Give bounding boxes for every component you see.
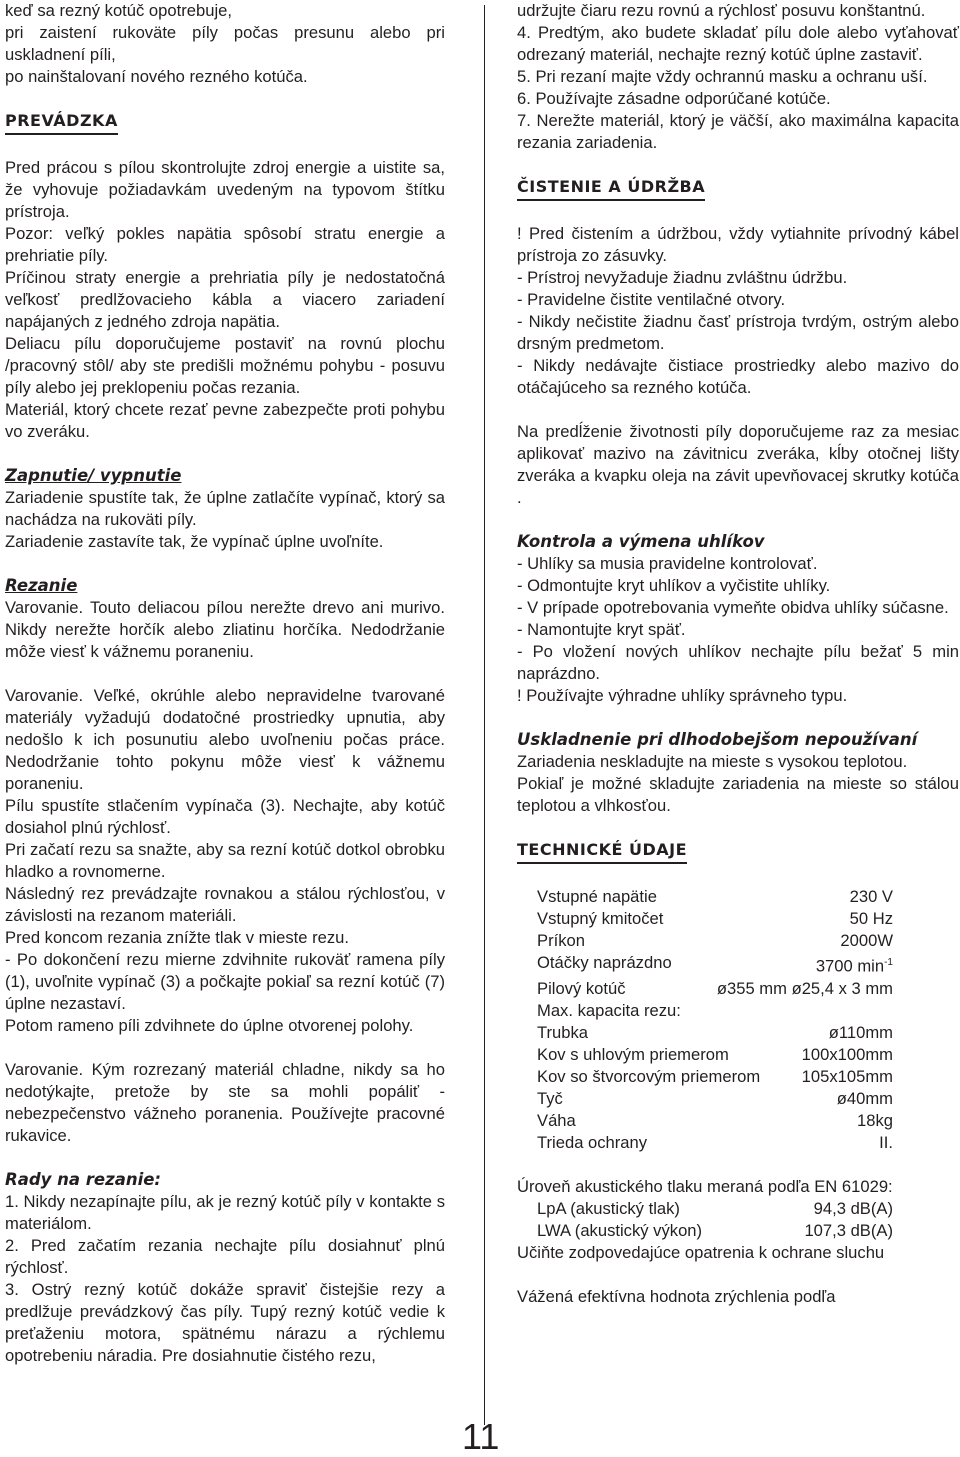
paragraph: - Namontujte kryt späť.	[517, 620, 686, 639]
spec-label: Trubka	[537, 1022, 589, 1042]
paragraph: Deliacu pílu doporučujeme postaviť na rovnú plochu /pracovný stôl/ aby ste predišli možnému pohybu - posuvu píly alebo jej preklopeniu počas rezania.	[5, 334, 445, 397]
paragraph: - Uhlíky sa musia pravidelne kontrolovať.	[517, 554, 818, 573]
column-divider	[484, 5, 485, 1425]
paragraph: 4. Predtým, ako budete skladať pílu dole alebo vyťahovať odrezaný materiál, nechajte rezný kotúč úplne zastaviť.	[517, 23, 959, 64]
spec-row	[537, 930, 893, 952]
paragraph: Pri začatí rezu sa snažte, aby sa rezní kotúč dotkol obrobku hladko a rovnomerne.	[5, 840, 445, 881]
section-heading-prevadzka: PREVÁDZKA	[5, 110, 118, 135]
spec-value: 18kg	[857, 1110, 893, 1130]
spec-row	[537, 1088, 893, 1110]
paragraph: - Po dokončení rezu mierne zdvihnite rukoväť ramena píly (1), uvoľnite vypínač (3) a počkajte pokiaľ sa rezní kotúč (7) úplne nezastaví.	[5, 950, 445, 1013]
spec-row	[537, 1132, 893, 1154]
spec-label: Kov s uhlovým priemerom	[537, 1044, 729, 1064]
paragraph: Zariadenie zastavíte tak, že vypínač úplne uvoľníte.	[5, 532, 384, 551]
sound-value: 107,3 dB(A)	[804, 1220, 893, 1240]
sound-value: 94,3 dB(A)	[813, 1198, 893, 1218]
paragraph: Na predĺženie životnosti píly doporučujeme raz za mesiac aplikovať mazivo na závitnicu zveráka, kĺby otočnej lišty zveráka a kvapku oleja na závit upevňovacej skrutky kotúča .	[517, 422, 959, 507]
spec-value: 230 V	[849, 887, 893, 906]
paragraph: - Pravidelne čistite ventilačné otvory.	[517, 290, 786, 309]
paragraph: ! Používajte výhradne uhlíky správneho typu.	[517, 686, 848, 705]
paragraph: 6. Používajte zásadne odporúčané kotúče.	[517, 89, 831, 108]
sound-label: LWA (akustický výkon)	[537, 1220, 703, 1240]
paragraph: 2. Pred začatím rezania nechajte pílu dosiahnuť plnú rýchlosť.	[5, 1236, 445, 1277]
spec-label: Trieda ochrany	[537, 1132, 648, 1152]
paragraph: - Po vložení nových uhlíkov nechajte pílu bežať 5 min naprázdno.	[517, 642, 959, 683]
section-heading-rezanie: Rezanie	[5, 576, 78, 595]
spec-value: 100x100mm	[801, 1044, 893, 1064]
paragraph: ! Pred čistením a údržbou, vždy vytiahnite prívodný kábel prístroja zo zásuvky.	[517, 224, 959, 265]
paragraph: udržujte čiaru rezu rovnú a rýchlosť posuvu konštantnú.	[517, 1, 926, 20]
paragraph: Pílu spustíte stlačením vypínača (3). Nechajte, aby kotúč dosiahol plnú rýchlosť.	[5, 796, 445, 837]
paragraph: 5. Pri rezaní majte vždy ochrannú masku a ochranu uší.	[517, 67, 928, 86]
paragraph: Varovanie. Kým rozrezaný materiál chladne, nikdy sa ho nedotýkajte, pretože by ste sa mohli popáliť - nebezpečenstvo vážneho poranenia. Používejte pracovné rukavice.	[5, 1060, 445, 1145]
section-heading-kontrola: Kontrola a výmena uhlíkov	[517, 532, 765, 551]
spec-row	[537, 1000, 893, 1022]
spec-value: 105x105mm	[801, 1066, 893, 1086]
paragraph: Pred koncom rezania znížte tlak v mieste rezu.	[5, 928, 350, 947]
paragraph: - Nikdy nečistite žiadnu časť prístroja tvrdým, ostrým alebo drsným predmetom.	[517, 312, 959, 353]
spec-table	[537, 886, 893, 1154]
spec-exponent: -1	[884, 957, 893, 968]
spec-row	[537, 1066, 893, 1088]
spec-row	[537, 978, 893, 1000]
spec-row	[537, 1022, 893, 1044]
left-column	[5, 0, 445, 1367]
paragraph: Materiál, ktorý chcete rezať pevne zabezpečte proti pohybu vo zveráku.	[5, 400, 445, 441]
section-heading-zapnutie: Zapnutie/ vypnutie	[5, 466, 182, 485]
paragraph: Zariadenie spustíte tak, že úplne zatlačíte vypínač, ktorý sa nachádza na rukoväti píly.	[5, 488, 445, 529]
spec-label: Otáčky naprázdno	[537, 953, 672, 972]
right-column	[517, 0, 959, 1308]
paragraph: Učiňte zodpovedajúce opatrenia k ochrane sluchu	[517, 1242, 885, 1262]
paragraph: Úroveň akustického tlaku meraná podľa EN 61029:	[517, 1176, 893, 1196]
spec-row	[537, 1110, 893, 1132]
paragraph: Príčinou straty energie a prehriatia píly je nedostatočná veľkosť predlžovacieho kábla a viacero zariadení napájaných z jedného zdroja napätia.	[5, 268, 445, 331]
spec-label: Pilový kotúč	[537, 978, 626, 998]
paragraph: po nainštalovaní nového rezného kotúča.	[5, 67, 308, 86]
spec-value: II.	[879, 1132, 893, 1152]
sound-table	[537, 1198, 893, 1242]
spec-value: ø40mm	[836, 1088, 893, 1108]
spec-value: 3700 min	[815, 956, 885, 976]
spec-value-with-exponent	[816, 952, 893, 978]
spec-value: ø110mm	[828, 1022, 893, 1042]
spec-label: Vstupné napätie	[537, 887, 657, 906]
section-heading-rady: Rady na rezanie:	[5, 1170, 162, 1189]
paragraph: Pozor: veľký pokles napätia spôsobí stratu energie a prehriatie píly.	[5, 224, 445, 265]
spec-row	[537, 1044, 893, 1066]
paragraph: Pred prácou s pílou skontrolujte zdroj energie a uistite sa, že vyhovuje požiadavkám uvedeným na typovom štítku prístroja.	[5, 158, 445, 221]
paragraph: Následný rez prevádzajte rovnakou a stálou rýchlosťou, v závislosti na rezanom materiáli.	[5, 884, 445, 925]
paragraph: Zariadenia neskladujte na mieste s vysokou teplotou.	[517, 752, 908, 771]
spec-value: ø355 mm ø25,4 x 3 mm	[716, 978, 893, 998]
page-number: 11	[462, 1416, 500, 1457]
paragraph: 3. Ostrý rezný kotúč dokáže spraviť čistejšie rezy a predlžuje prevádzkový čas píly. Tupý rezný kotúč vedie k preťaženiu motora, spätnému nárazu a rýchlemu opotrebeniu náradia. Pre dosiahnutie čistého rezu,	[5, 1280, 445, 1365]
spec-row	[537, 952, 893, 978]
section-heading-uskladnenie: Uskladnenie pri dlhodobejšom nepoužívaní	[517, 730, 918, 749]
sound-row	[537, 1198, 893, 1220]
paragraph: - Prístroj nevyžaduje žiadnu zvláštnu údržbu.	[517, 268, 848, 287]
paragraph: pri zaistení rukoväte píly počas presunu alebo pri uskladnení píli,	[5, 23, 445, 64]
spec-label: Vstupný kmitočet	[537, 909, 664, 928]
section-heading-technicke: TECHNICKÉ ÚDAJE	[517, 839, 687, 864]
sound-label: LpA (akustický tlak)	[537, 1198, 680, 1218]
paragraph: 1. Nikdy nezapínajte pílu, ak je rezný kotúč píly v kontakte s materiálom.	[5, 1192, 445, 1233]
spec-label: Váha	[537, 1110, 576, 1130]
paragraph: - Odmontujte kryt uhlíkov a vyčistite uhlíky.	[517, 576, 831, 595]
paragraph: 7. Nerežte materiál, ktorý je väčší, ako maximálna kapacita rezania zariadenia.	[517, 111, 959, 152]
spec-label: Max. kapacita rezu:	[537, 1000, 681, 1020]
paragraph: keď sa rezný kotúč opotrebuje,	[5, 1, 232, 20]
paragraph: Varovanie. Touto deliacou pílou nerežte drevo ani murivo. Nikdy nerežte horčík alebo zliatinu horčíka. Nedodržanie môže viesť k vážnemu poraneniu.	[5, 598, 445, 661]
paragraph: Potom rameno píli zdvihnete do úplne otvorenej polohy.	[5, 1016, 414, 1035]
sound-row	[537, 1220, 893, 1242]
paragraph: - V prípade opotrebovania vymeňte obidva uhlíky súčasne.	[517, 598, 949, 617]
paragraph: - Nikdy nedávajte čistiace prostriedky alebo mazivo do otáčajúceho sa rezného kotúča.	[517, 356, 959, 397]
paragraph: Vážená efektívna hodnota zrýchlenia podľa	[517, 1286, 836, 1306]
section-heading-cistenie: ČISTENIE A ÚDRŽBA	[517, 176, 705, 201]
spec-label: Príkon	[537, 931, 585, 950]
paragraph: Pokiaľ je možné skladujte zariadenia na mieste so stálou teplotou a vlhkosťou.	[517, 774, 959, 815]
spec-row	[537, 886, 893, 908]
paragraph: Varovanie. Veľké, okrúhle alebo nepravidelne tvarované materiály vyžadujú dodatočné prostriedky upnutia, aby nedošlo k ich posunutiu alebo uvoľneniu počas práce. Nedodržanie tohto pokynu môže viesť k vážnemu poraneniu.	[5, 686, 445, 793]
spec-row	[537, 908, 893, 930]
spec-value: 2000W	[840, 931, 893, 950]
spec-value: 50 Hz	[849, 909, 893, 928]
spec-label: Tyč	[537, 1088, 563, 1108]
spec-label: Kov so štvorcovým priemerom	[537, 1066, 761, 1086]
